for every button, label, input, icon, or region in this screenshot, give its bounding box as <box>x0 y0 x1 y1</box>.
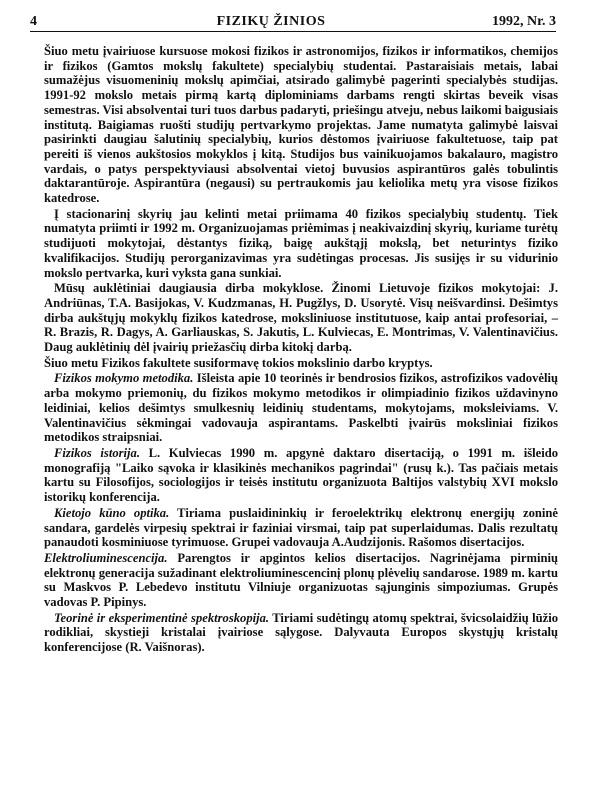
paragraph-text: Tiriama puslaidininkių ir feroelektrikų elektronų energijų zoninė sandara, gardelės virpesių spektrai ir faziniai virsmai, taip pat superlaidumas. Dalis rezultatų panaudoti kosminiuose tyrimuose. Grupei vadovauja A.Audzijonis. Rašomos disertacijos. <box>44 505 558 550</box>
paragraph-text: Šiuo metu Fizikos fakultete susiformavę tokios mokslinio darbo kryptys. <box>44 355 433 370</box>
page-number: 4 <box>30 14 37 29</box>
paragraph-text: L. Kulviecas 1990 m. apgynė daktaro disertaciją, o 1991 m. išleido monografiją "Laiko sąvoka ir klasikinės mechanikos pagrindai" (rusų k.). Tas pačiais metais kartu su Filosofijos, sociologijos ir teisės institutu organizuota Baltijos valstybių XVI mokslo istorikų konferencija. <box>44 445 559 505</box>
article-body <box>44 44 558 656</box>
paragraph-text: Šiuo metu įvairiuose kursuose mokosi fizikos ir astronomijos, fizikos ir informatikos, chemijos ir fizikos (Gamtos mokslų fakultete) specialybių studentai. Pastaraisiais metais, labai sumažėjus visuomeninių mokslų apimčiai, atsirado galimybė pagerinti specialybės studijas. 1991-92 mokslo metais pirmą kartą diplominiams darbams rengti skirtas beveik visas semestras. Visi absolventai turi tuos darbus padaryti, priešingu atveju, nebus laikomi baigusiais institutą. Baigiamas ruošti studijų pertvarkymo projektas. Jame numatyta galimybė laisvai pasirinkti daugiau šalutinių specialybių, kurios dėstomos įvairiuose fakultetuose, taip pat pereiti iš vienos aukštosios mokyklos į kitą. Studijos bus vainikuojamos bakalauro, magistro vardais, o patys perspektyviausi absolventai vietoj buvusios aspirantūros galės tobulintis daktarantūroje. Aspirantūra (negausi) su pertraukomis jau keliolika metų yra visose fizikos katedrose. <box>44 44 558 206</box>
issue-label: 1992, Nr. 3 <box>491 14 556 29</box>
paragraph <box>44 207 558 281</box>
paragraph-text: Parengtos ir apgintos kelios disertacijos. Nagrinėjama pirminių elektronų generacija sužadinant elektroliuminescencinį plonų plėvelių sandarose. 1989 m. kartu su Maskvos P. Lebedevo institutu Vilniuje organizuotas sąjunginis simpoziumas. Grupės vadovas P. Pipinys. <box>44 550 558 610</box>
paragraph <box>44 611 558 655</box>
paragraph-text: Tiriami sudėtingų atomų spektrai, švicsolaidžių lūžio rodikliai, skystieji kristalai įvairiose sąlygose. Dalyvauta Europos skystųjų kristalų konferencijose (R. Vaišnoras). <box>44 610 558 655</box>
paragraph <box>44 44 558 206</box>
paragraph <box>44 371 558 445</box>
journal-title: FIZIKŲ ŽINIOS <box>216 14 326 29</box>
section-lead: Elektroliuminescencija. <box>44 550 168 565</box>
section-lead: Kietojo kūno optika. <box>54 505 170 520</box>
paragraph <box>44 356 558 371</box>
paragraph <box>44 281 558 355</box>
paragraph <box>44 446 558 505</box>
paragraph-text: Į stacionarinį skyrių jau kelinti metai priimama 40 fizikos specialybių studentų. Tiek numatyta priimti ir 1992 m. Organizuojamas priėmimas į neakivaizdinį skyrių, kuriame turėtų studijuoti mokytojai, dėstantys fiziką, baigę aukštąjį mokslą, bet neturintys fiziko kvalifikacijos. Studijų perorganizavimas yra sudėtingas procesas. Jis susijęs ir su vidurinio mokslo pertvarka, kuri vyksta gana sunkiai. <box>44 206 558 280</box>
paragraph <box>44 506 558 550</box>
paragraph-text: Mūsų auklėtiniai daugiausia dirba mokyklose. Žinomi Lietuvoje fizikos mokytojai: J. Andriūnas, T.A. Basijokas, V. Kudzmanas, H. Pugžlys, D. Usorytė. Visų neišvardinsi. Dešimtys dirba aukštųjų mokyklų fizikos katedrose, moksliniuose institutuose, kaip antai profesoriai, – R. Brazis, R. Dagys, A. Garliauskas, S. Jakutis, L. Kulviecas, E. Montrimas, V. Valentinavičius. Daug auklėtinių dėl įvairių priežasčių dirba kitokį darbą. <box>44 281 558 355</box>
paragraph-text: Išleista apie 10 teorinės ir bendrosios fizikos, astrofizikos vadovėlių arba mokymo priemonių, du fizikos mokymo metodikos ir olimpiadinio fizikos uždavinyno leidiniai, kelios dešimtys smulkesnių leidinių studentams, mokytojams, moksleiviams. V. Valentinavičius sėkmingai vadovauja aspirantams. Paskelbti įvairūs moksliniai fizikos metodikos straipsniai. <box>44 371 558 445</box>
running-header <box>30 14 556 32</box>
section-lead: Fizikos istorija. <box>54 445 140 460</box>
section-lead: Fizikos mokymo metodika. <box>54 371 194 386</box>
paragraph <box>44 551 558 610</box>
section-lead: Teorinė ir eksperimentinė spektroskopija. <box>54 610 270 625</box>
